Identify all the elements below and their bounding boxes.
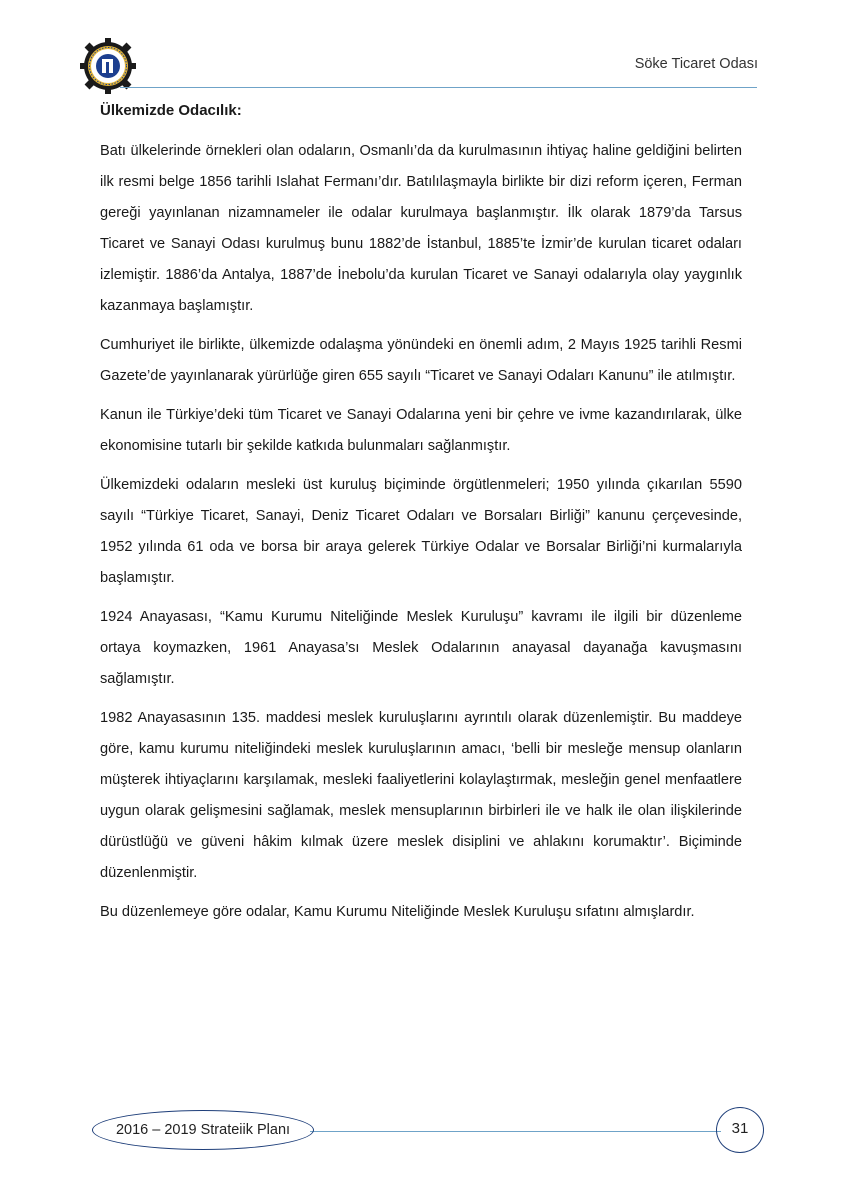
header-divider [120, 87, 757, 88]
page-number: 31 [731, 1120, 749, 1137]
plan-label: 2016 – 2019 Strateiik Planı [115, 1122, 291, 1138]
page-footer [0, 1100, 841, 1170]
paragraph: 1924 Anayasası, “Kamu Kurumu Niteliğinde Meslek Kuruluşu” kavramı ile ilgili bir düzenleme ortaya koymazken, 1961 Anayasa’sı Meslek Odalarının anayasal dayanağa kavuşmasını sağlamıştır. [100, 609, 742, 687]
organization-name: Söke Ticaret Odası [634, 56, 758, 72]
page-number-badge [716, 1107, 764, 1153]
section-title: Ülkemizde Odacılık: [100, 102, 242, 119]
plan-label-badge [92, 1110, 314, 1150]
paragraph: 1982 Anayasasının 135. maddesi meslek kuruluşlarını ayrıntılı olarak düzenlemiştir. Bu maddeye göre, kamu kurumu niteliğindeki meslek kuruluşlarının amacı, ‘belli bir mesleğe mensup olanların müşterek ihtiyaçlarını karşılamak, mesleki faaliyetlerini kolaylaştırmak, mesleğin genel menfaatlere uygun olarak gelişmesini sağlamak, meslek mensuplarının birbirleri ile ve halk ile olan ilişkilerinde dürüstlüğü ve güveni hâkim kılmak üzere meslek disiplini ve ahlakını korumaktır’. Biçiminde düzenlenmiştir. [100, 710, 742, 881]
footer-divider [310, 1131, 721, 1132]
document-body [100, 100, 742, 936]
paragraph: Ülkemizdeki odaların mesleki üst kuruluş biçiminde örgütlenmeleri; 1950 yılında çıkarılan 5590 sayılı “Türkiye Ticaret, Sanayi, Deniz Ticaret Odaları ve Borsaları Birliği” kanunu çerçevesinde, 1952 yılında 61 oda ve borsa bir araya gelerek Türkiye Odalar ve Borsalar Birliği’ni kurmalarıyla başlamıştır. [100, 477, 742, 586]
page-header [0, 0, 841, 100]
paragraph: Bu düzenlemeye göre odalar, Kamu Kurumu Niteliğinde Meslek Kuruluşu sıfatını almışlardır. [100, 904, 695, 920]
chamber-gear-logo-icon [80, 38, 136, 94]
paragraph: Batı ülkelerinde örnekleri olan odaların, Osmanlı’da da kurulmasının ihtiyaç haline geldiğini belirten ilk resmi belge 1856 tarihli Islahat Fermanı’dır. Batılılaşmayla birlikte bir dizi reform içeren, Ferman gereği yayınlanan nizamnameler ile odalar kurulmaya başlanmıştır. İlk olarak 1879’da Tarsus Ticaret ve Sanayi Odası kurulmuş bunu 1882’de İstanbul, 1885’te İzmir’de kurulan ticaret odaları izlemiştir. 1886’da Antalya, 1887’de İnebolu’da kurulan Ticaret ve Sanayi odalarıyla olay yaygınlık kazanmaya başlamıştır. [100, 143, 742, 314]
paragraph: Kanun ile Türkiye’deki tüm Ticaret ve Sanayi Odalarına yeni bir çehre ve ivme kazandırılarak, ülke ekonomisine tutarlı bir şekilde katkıda bulunmaları sağlanmıştır. [100, 407, 742, 454]
paragraph: Cumhuriyet ile birlikte, ülkemizde odalaşma yönündeki en önemli adım, 2 Mayıs 1925 tarihli Resmi Gazete’de yayınlanarak yürürlüğe giren 655 sayılı “Ticaret ve Sanayi Odaları Kanunu” ile atılmıştır. [100, 337, 742, 384]
